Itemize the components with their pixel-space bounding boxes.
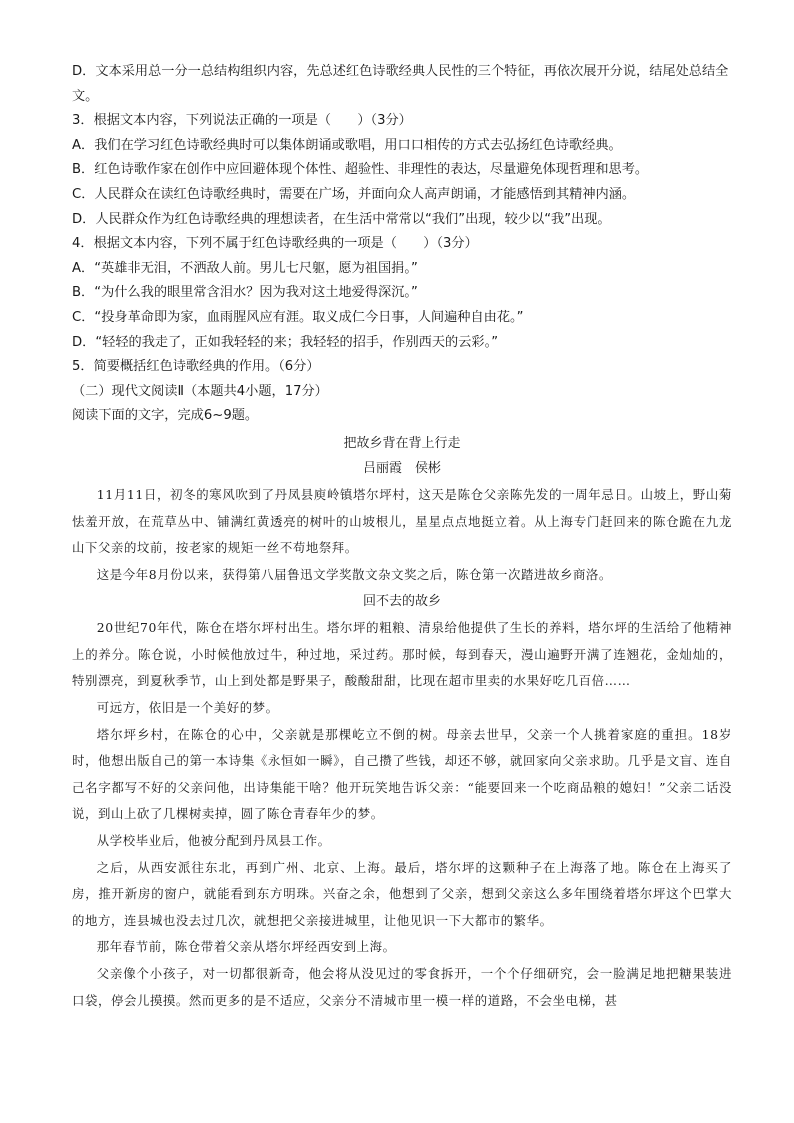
document-page [72,60,732,1014]
article-paragraph: 塔尔坪乡村，在陈仓的心中，父亲就是那棵屹立不倒的树。母亲去世早，父亲一个人挑着家庭的重担。18岁时，他想出版自己的第一本诗集《永恒如一瞬》，自己攒了些钱，却还不够，就回家向父亲求助。几乎是文盲、连自己名字都写不好的父亲问他，出诗集能干啥？他开玩笑地告诉父亲：“能要回来一个吃商品粮的媳妇！”父亲二话没说，到山上砍了几棵树卖掉，圆了陈仓青春年少的梦。 [72,726,732,822]
q3-option-a: A．我们在学习红色诗歌经典时可以集体朗诵或歌唱，用口口相传的方式去弘扬红色诗歌经典。 [72,137,622,153]
q3-option-d: D．人民群众作为红色诗歌经典的理想读者，在生活中常常以“我们”出现，较少以“我”出现。 [72,211,611,227]
q4-option-b: B．“为什么我的眼里常含泪水？因为我对这土地爱得深沉。” [72,285,418,301]
article-paragraph: 这是今年8月份以来，获得第八届鲁迅文学奖散文杂文奖之后，陈仓第一次踏进故乡商洛。 [96,566,612,582]
q4-option-a: A．“英雄非无泪，不洒敌人前。男儿七尺躯，愿为祖国捐。” [72,260,418,276]
article-byline: 吕丽霞 侯彬 [362,460,441,476]
q2-option-d: D．文本采用总一分一总结构组织内容，先总述红色诗歌经典人民性的三个特征，再依次展开分说，结尾处总结全文。 [72,64,729,104]
q3-option-c: C．人民群众在读红色诗歌经典时，需要在广场，并面向众人高声朗诵，才能感悟到其精神内涵。 [72,186,636,202]
q3-stem: 3．根据文本内容，下列说法正确的一项是（ ）（3分） [72,113,412,129]
q3-option-b: B．红色诗歌作家在创作中应回避体现个体性、超验性、非理性的表达，尽量避免体现哲理和思考。 [72,162,649,178]
article-paragraph: 11月11日，初冬的寒风吹到了丹凤县庾岭镇塔尔坪村，这天是陈仓父亲陈先发的一周年忌日。山坡上，野山菊怯羞开放，在荒草丛中、铺满红黄透亮的树叶的山坡根儿，星星点点地挺立着。从上海专门赶回来的陈仓跪在九龙山下父亲的坟前，按老家的规矩一丝不苟地祭拜。 [72,486,732,556]
q4-option-c: C．“投身革命即为家，血雨腥风应有涯。取义成仁今日事，人间遍种自由花。” [72,309,524,325]
article-paragraph: 那年春节前，陈仓带着父亲从塔尔坪经西安到上海。 [96,939,396,955]
q4-stem: 4．根据文本内容，下列不属于红色诗歌经典的一项是（ ）（3分） [72,236,478,252]
q4-option-d: D．“轻轻的我走了，正如我轻轻的来；我轻轻的招手，作别西天的云彩。” [72,334,499,350]
article-paragraph: 父亲像个小孩子，对一切都很新奇，他会将从没见过的零食拆开，一个个仔细研究，会一脸满足地把糖果装进口袋，停会儿摸摸。然而更多的是不适应，父亲分不清城市里一模一样的道路，不会坐电梯，甚 [72,966,732,1008]
article-subheading: 回不去的故乡 [362,594,441,610]
article-paragraph: 从学校毕业后，他被分配到丹凤县工作。 [96,833,331,849]
article-title: 把故乡背在背上行走 [343,435,461,451]
article-paragraph: 20世纪70年代，陈仓在塔尔坪村出生。塔尔坪的粗粮、清泉给他提供了生长的养料，塔尔坪的生活给了他精神上的养分。陈仓说，小时候他放过牛，种过地，采过药。那时候，每到春天，漫山遍野开满了连翘花，金灿灿的，特别漂亮，到夏秋季节，山上到处都是野果子，酸酸甜甜，比现在超市里卖的水果好吃几百倍…… [72,620,732,689]
q5-stem: 5．简要概括红色诗歌经典的作用。（6分） [72,359,320,375]
reading-instruction: 阅读下面的文字，完成6~9题。 [72,408,259,424]
article-paragraph: 可远方，依旧是一个美好的梦。 [96,700,279,716]
article-paragraph: 之后，从西安派往东北，再到广州、北京、上海。最后，塔尔坪的这颗种子在上海落了地。陈仓在上海买了房，推开新房的窗户，就能看到东方明珠。兴奋之余，他想到了父亲，想到父亲这么多年围绕着塔尔坪这个巴掌大的地方，连县城也没去过几次，就想把父亲接进城里，让他见识一下大都市的繁华。 [72,859,732,928]
section-heading: （二）现代文阅读Ⅱ（本题共4小题，17分） [72,383,328,399]
